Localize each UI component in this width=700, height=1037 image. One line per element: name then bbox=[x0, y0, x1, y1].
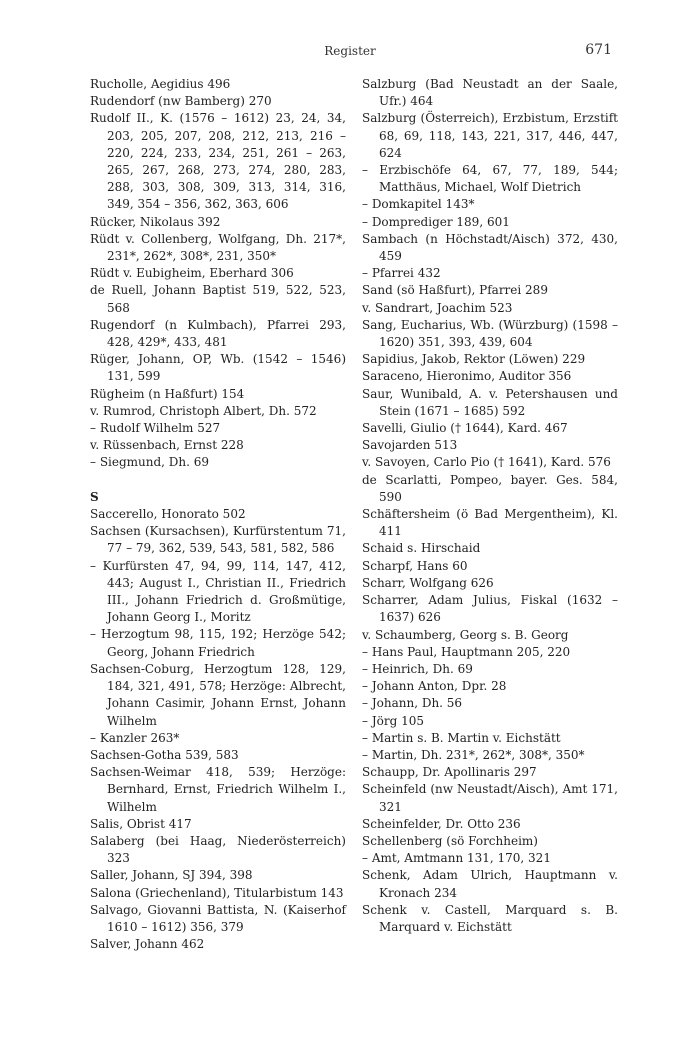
index-entry: Scheinfeld (nw Neustadt/Aisch), Amt 171, 321 bbox=[362, 782, 618, 814]
page-number: 671 bbox=[585, 42, 612, 58]
index-entry: Scharr, Wolfgang 626 bbox=[362, 575, 494, 590]
index-entry: v. Schaumberg, Georg s. B. Georg bbox=[362, 627, 569, 642]
index-column-right bbox=[362, 76, 618, 936]
index-entry: Salvago, Giovanni Battista, N. (Kaiserhof 1610 – 1612) 356, 379 bbox=[90, 902, 346, 934]
index-entry: Savojarden 513 bbox=[362, 438, 458, 453]
index-entry: Saller, Johann, SJ 394, 398 bbox=[90, 868, 253, 883]
index-entry: – Erzbischöfe 64, 67, 77, 189, 544; Matthäus, Michael, Wolf Dietrich bbox=[362, 163, 618, 195]
index-entry: Salis, Obrist 417 bbox=[90, 816, 192, 831]
index-entry: Schellenberg (sö Forchheim) bbox=[362, 833, 538, 848]
index-entry: Saraceno, Hieronimo, Auditor 356 bbox=[362, 369, 572, 384]
index-entry: Sachsen-Gotha 539, 583 bbox=[90, 747, 239, 762]
index-entry: Salzburg (Österreich), Erzbistum, Erzstift 68, 69, 118, 143, 221, 317, 446, 447, 624 bbox=[362, 111, 618, 160]
index-entry: – Hans Paul, Hauptmann 205, 220 bbox=[362, 644, 571, 659]
index-entry: – Kanzler 263* bbox=[90, 730, 180, 745]
index-entry: v. Sandrart, Joachim 523 bbox=[362, 300, 513, 315]
index-entry: – Martin, Dh. 231*, 262*, 308*, 350* bbox=[362, 747, 585, 762]
index-entry: Rüger, Johann, OP, Wb. (1542 – 1546) 131, 599 bbox=[90, 352, 346, 384]
index-entry: de Ruell, Johann Baptist 519, 522, 523, 568 bbox=[90, 283, 346, 315]
index-entry: Rugendorf (n Kulmbach), Pfarrei 293, 428, 429*, 433, 481 bbox=[90, 317, 346, 350]
index-entry: Rügheim (n Haßfurt) 154 bbox=[90, 386, 245, 401]
index-entry: Saccerello, Honorato 502 bbox=[90, 507, 246, 522]
index-entry: – Johann, Dh. 56 bbox=[362, 696, 463, 711]
section-letter: S bbox=[90, 489, 99, 504]
index-entry: – Herzogtum 98, 115, 192; Herzöge 542; Georg, Johann Friedrich bbox=[90, 627, 346, 659]
index-entry: Salaberg (bei Haag, Niederösterreich) 323 bbox=[90, 833, 346, 866]
index-entry: Rudolf II., K. (1576 – 1612) 23, 24, 34, 203, 205, 207, 208, 212, 213, 216 – 220, 224, 233, 234, 251, 261 – 263, 265, 267, 268, 273, 274, 280, 283, 288, 303, 308, 309, 313, 314, 316, 349, 354 – 356, 362, 363, 606 bbox=[90, 111, 346, 212]
index-entry: – Pfarrei 432 bbox=[362, 266, 441, 281]
index-entry: Savelli, Giulio († 1644), Kard. 467 bbox=[362, 421, 568, 436]
index-entry: Rücker, Nikolaus 392 bbox=[90, 214, 221, 229]
index-entry: – Heinrich, Dh. 69 bbox=[362, 661, 473, 676]
index-entry: – Martin s. B. Martin v. Eichstätt bbox=[362, 730, 561, 745]
index-entry: Scharpf, Hans 60 bbox=[362, 558, 468, 573]
index-entry: Salzburg (Bad Neustadt an der Saale, Ufr.) 464 bbox=[362, 77, 618, 109]
index-entry: Sachsen (Kursachsen), Kurfürstentum 71, 77 – 79, 362, 539, 543, 581, 582, 586 bbox=[90, 524, 346, 556]
index-entry: Sambach (n Höchstadt/Aisch) 372, 430, 459 bbox=[362, 231, 618, 264]
index-entries-s bbox=[90, 506, 346, 953]
index-entry: Sang, Eucharius, Wb. (Würzburg) (1598 – 1620) 351, 393, 439, 604 bbox=[362, 317, 618, 350]
index-entry: – Amt, Amtmann 131, 170, 321 bbox=[362, 851, 551, 866]
index-entry: Scheinfelder, Dr. Otto 236 bbox=[362, 816, 521, 831]
index-entry: – Rudolf Wilhelm 527 bbox=[90, 421, 221, 436]
index-entry: Salona (Griechenland), Titularbistum 143 bbox=[90, 885, 344, 900]
index-entry: v. Rumrod, Christoph Albert, Dh. 572 bbox=[90, 403, 317, 418]
index-entry: Scharrer, Adam Julius, Fiskal (1632 – 1637) 626 bbox=[362, 593, 618, 625]
index-entry: Schenk v. Castell, Marquard s. B. Marquard v. Eichstätt bbox=[362, 902, 618, 934]
index-entry: Sachsen-Coburg, Herzogtum 128, 129, 184, 321, 491, 578; Herzöge: Albrecht, Johann Casimir, Johann Ernst, Johann Wilhelm bbox=[90, 661, 346, 728]
index-entry: Schäftersheim (ö Bad Mergentheim), Kl. 411 bbox=[362, 507, 618, 539]
index-entry: – Domkapitel 143* bbox=[362, 197, 475, 212]
index-entry: Sand (sö Haßfurt), Pfarrei 289 bbox=[362, 283, 548, 298]
index-entry: – Kurfürsten 47, 94, 99, 114, 147, 412, 443; August I., Christian II., Friedrich III., Johann Friedrich d. Großmütige, Johann Georg I., Moritz bbox=[90, 558, 346, 625]
index-entry: v. Savoyen, Carlo Pio († 1641), Kard. 576 bbox=[362, 455, 611, 470]
index-entries-r bbox=[90, 76, 346, 472]
index-column-left bbox=[90, 76, 346, 953]
index-entry: de Scarlatti, Pompeo, bayer. Ges. 584, 590 bbox=[362, 472, 618, 504]
index-entry: Salver, Johann 462 bbox=[90, 937, 205, 952]
index-entry: Saur, Wunibald, A. v. Petershausen und Stein (1671 – 1685) 592 bbox=[362, 386, 618, 418]
index-entry: Rucholle, Aegidius 496 bbox=[90, 77, 231, 91]
index-entry: Schaid s. Hirschaid bbox=[362, 541, 481, 556]
index-entry: Sachsen-Weimar 418, 539; Herzöge: Bernhard, Ernst, Friedrich Wilhelm I., Wilhelm bbox=[90, 765, 346, 814]
index-entry: Rudendorf (nw Bamberg) 270 bbox=[90, 94, 272, 109]
running-header: Register bbox=[324, 44, 376, 58]
index-entry: Schaupp, Dr. Apollinaris 297 bbox=[362, 765, 537, 780]
index-entry: Rüdt v. Collenberg, Wolfgang, Dh. 217*, 231*, 262*, 308*, 231, 350* bbox=[90, 231, 346, 264]
index-entry: – Siegmund, Dh. 69 bbox=[90, 455, 210, 470]
index-entry: Sapidius, Jakob, Rektor (Löwen) 229 bbox=[362, 352, 586, 367]
index-entry: – Johann Anton, Dpr. 28 bbox=[362, 679, 507, 694]
index-entry: – Jörg 105 bbox=[362, 713, 424, 728]
index-entry: – Domprediger 189, 601 bbox=[362, 214, 510, 229]
index-entry: Schenk, Adam Ulrich, Hauptmann v. Kronach 234 bbox=[362, 868, 618, 900]
index-entry: Rüdt v. Eubigheim, Eberhard 306 bbox=[90, 266, 294, 281]
index-entry: v. Rüssenbach, Ernst 228 bbox=[90, 438, 244, 453]
